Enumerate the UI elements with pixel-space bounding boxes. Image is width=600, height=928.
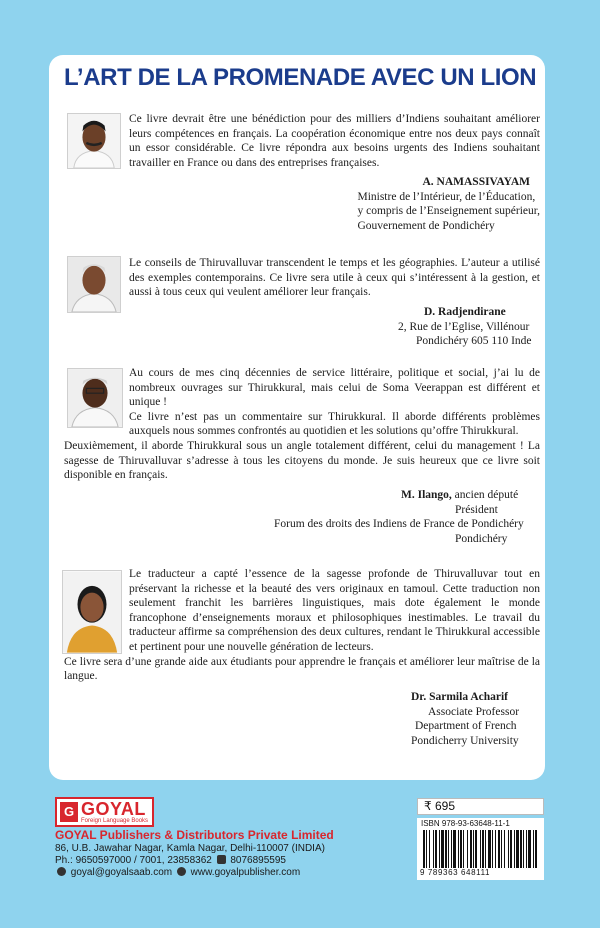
portrait-photo-2: [67, 256, 121, 313]
testimonial-2-line-1: 2, Rue de l’Eglise, Villénour: [398, 320, 530, 333]
isbn-box: [417, 818, 544, 880]
testimonial-4-line-1: Associate Professor: [428, 705, 520, 718]
barcode-bar: [528, 830, 531, 868]
barcode-bar: [445, 830, 447, 868]
testimonial-2-text: Le conseils de Thiruvalluvar transcendent le temps et les géographies. L’auteur a utilisé des exemples contemporains. Ce livre sera utile à ceux qui s’intéressent à la gestion, et aussi à tous ceux qui veulent améliorer leur français.: [129, 257, 540, 299]
barcode-bar: [508, 830, 509, 868]
barcode-bar: [501, 830, 502, 868]
barcode-bar: [504, 830, 505, 868]
testimonial-4-para-2: Ce livre sera d’une grande aide aux étudiants pour apprendre le français et améliorer leur maîtrise de la langue.: [64, 655, 540, 683]
testimonial-1-line-1: Ministre de l’Intérieur, de l’Éducation,: [357, 190, 536, 203]
barcode-bar: [433, 830, 434, 868]
barcode-bar: [533, 830, 534, 868]
testimonial-4-para-1: Le traducteur a capté l’essence de la sagesse profonde de Thiruvalluvar tout en préservant la richesse et la beauté des vers originaux en tamoul. Cette traduction non seulement franchit les barrières linguistiques, mais dote également le monde francophone d’enseignements moraux et philosophiques inestimables. Le travail du traducteur affirme sa compréhension des deux cultures, rendant le Thirukkural accessible et pertinent pour une nouvelle génération de lecteurs.: [129, 568, 540, 653]
testimonial-3-para-1: Au cours de mes cinq décennies de service littéraire, politique et social, j’ai lu de nombreux ouvrages sur Thirukkural, mais celui de Soma Veerappan est différent et unique !: [129, 367, 540, 409]
testimonial-3-name-line: [274, 488, 524, 503]
publisher-contact-line: [55, 867, 300, 878]
barcode-bar: [488, 830, 491, 868]
barcode: [421, 830, 540, 868]
portrait-photo-1: [67, 113, 121, 169]
testimonial-3-line-3: Pondichéry: [455, 532, 508, 545]
testimonial-3-line-1: Président: [455, 503, 498, 516]
publisher-address: 86, U.B. Jawahar Nagar, Kamla Nagar, Delhi-110007 (INDIA): [55, 843, 325, 854]
barcode-digits: 9 789363 648111: [420, 868, 491, 877]
price-box: ₹ 695: [417, 798, 544, 815]
barcode-bar: [526, 830, 527, 868]
testimonial-1-name: A. NAMASSIVAYAM: [422, 176, 531, 188]
globe-icon: [177, 867, 186, 876]
portrait-1-icon: [68, 114, 120, 168]
publisher-logo: [55, 797, 154, 827]
testimonial-3-para-3: Deuxièmement, il aborde Thirukkural sous un angle totalement différent, celui du management ! La sagesse de Thiruvalluvar s’adresse à tous les citoyens du monde. Je suis heureux que ce livre soit disponible en français.: [64, 439, 540, 482]
publisher-website[interactable]: www.goyalpublisher.com: [190, 867, 301, 878]
testimonial-4-line-3: Pondicherry University: [411, 734, 519, 747]
publisher-email[interactable]: goyal@goyalsaab.com: [70, 867, 173, 878]
testimonial-3-line-2: Forum des droits des Indiens de France de Pondichéry: [274, 518, 524, 531]
barcode-bar: [453, 830, 456, 868]
testimonial-3-name-suffix: ancien député: [451, 489, 519, 501]
publisher-logo-subtitle: Foreign Language Books: [81, 818, 149, 824]
testimonial-3-text: [64, 366, 540, 483]
book-title: L’ART DE LA PROMENADE AVEC UN LION: [64, 64, 537, 91]
testimonial-2-signature: [398, 305, 532, 349]
publisher-name: GOYAL Publishers & Distributors Private Limited: [55, 828, 334, 842]
publisher-logo-text: GOYAL: [81, 799, 146, 819]
barcode-bar: [473, 830, 474, 868]
barcode-bar: [441, 830, 444, 868]
barcode-bar: [458, 830, 459, 868]
barcode-bar: [498, 830, 500, 868]
testimonial-1-line-3: Gouvernement de Pondichéry: [357, 219, 495, 232]
barcode-bar: [470, 830, 472, 868]
barcode-bar: [485, 830, 486, 868]
barcode-bar: [426, 830, 427, 868]
testimonial-2-name: D. Radjendirane: [424, 306, 506, 318]
testimonial-1-signature: [357, 175, 540, 233]
testimonial-1-text: Ce livre devrait être une bénédiction pour des milliers d’Indiens souhaitant améliorer leurs compétences en français. La coopération économique entre nos deux pays connaît un essor considérable. Ce livre répondra aux besoins urgents des Indiens souhaitant travailler en France ou dans des entreprises françaises.: [129, 113, 540, 169]
barcode-bar: [516, 830, 519, 868]
barcode-bar: [439, 830, 440, 868]
barcode-bar: [463, 830, 464, 868]
barcode-bar: [429, 830, 430, 868]
barcode-bar: [495, 830, 496, 868]
publisher-phone-line: [55, 855, 286, 866]
barcode-bar: [492, 830, 493, 868]
barcode-bar: [523, 830, 524, 868]
barcode-bar: [467, 830, 468, 868]
testimonial-3-signature: [274, 488, 524, 546]
barcode-bar: [510, 830, 512, 868]
testimonial-4-name: Dr. Sarmila Acharif: [411, 691, 508, 703]
testimonial-4-text: [64, 567, 540, 684]
barcode-bar: [520, 830, 522, 868]
barcode-bar: [423, 830, 425, 868]
testimonial-1-line-2: y compris de l’Enseignement supérieur,: [357, 205, 540, 218]
barcode-bar: [451, 830, 452, 868]
email-icon: [57, 867, 66, 876]
isbn-text: ISBN 978-93-63648-11-1: [421, 819, 510, 828]
publisher-whatsapp: 8076895595: [230, 855, 286, 866]
barcode-bar: [460, 830, 462, 868]
barcode-bar: [435, 830, 437, 868]
whatsapp-icon: [217, 855, 226, 864]
barcode-bar: [480, 830, 481, 868]
testimonial-3-para-2: Ce livre n’est pas un commentaire sur Thirukkural. Il aborde différents problèmes auxquels nous sommes confrontés au quotidien et les solutions qu’offre Thirukkural.: [129, 410, 540, 438]
publisher-logo-mark: G: [60, 802, 78, 822]
testimonial-4-line-2: Department of French: [415, 720, 517, 733]
barcode-bar: [535, 830, 537, 868]
publisher-phone: Ph.: 9650597000 / 7001, 23858362: [55, 855, 212, 866]
testimonial-4-signature: [411, 690, 519, 748]
portrait-2-icon: [68, 257, 120, 312]
barcode-bar: [475, 830, 477, 868]
barcode-bar: [514, 830, 515, 868]
barcode-bar: [448, 830, 449, 868]
barcode-bar: [482, 830, 484, 868]
testimonial-2-line-2: Pondichéry 605 110 Inde: [416, 335, 532, 348]
testimonial-3-name: M. Ilango,: [401, 489, 452, 501]
